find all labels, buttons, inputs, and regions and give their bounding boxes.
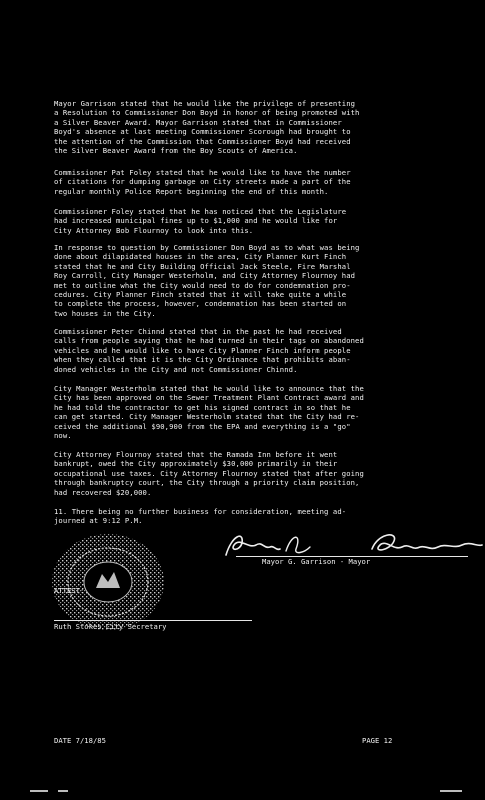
paragraph-garbage-citations: Commissioner Pat Foley stated that he would like to have the number of citations for dumping garbage on City streets made a part of the regular monthly Police Report beginning the end of this month. [54, 168, 351, 196]
paragraph-sewer-contract: City Manager Westerholm stated that he would like to announce that the City has been approved on the Sewer Treatment Plant Contract award and he had told the contractor to get his signed contract in so that he can get started. City Manager Westerholm stated that the City had re- ceived the additional $90,900 from the EPA and everything is a "go" now. [54, 384, 364, 441]
scan-artifact [58, 790, 68, 792]
paragraph-adjournment: 11. There being no further business for consideration, meeting ad- journed at 9:12 P.M. [54, 507, 347, 526]
paragraph-municipal-fines: Commissioner Foley stated that he has noticed that the Legislature had increased municipal fines up to $1,000 and he would like for City Attorney Bob Flournoy to look into this. [54, 207, 347, 235]
attest-label: ATTEST: [54, 586, 85, 595]
mayor-name: Mayor G. Garrison - Mayor [262, 557, 371, 566]
city-secretary-name: Ruth Stokes City Secretary [54, 622, 167, 631]
paragraph-silver-beaver: Mayor Garrison stated that he would like the privilege of presenting a Resolution to Commissioner Don Boyd in honor of being promoted with a Silver Beaver Award. Mayor Garrison stated that in Commissioner Boyd's absence at last meeting Commissioner Scorough had brought to the attention of the Commission that Commissioner Boyd had received the Silver Beaver Award from the Boy Scouts of America. [54, 99, 360, 156]
scan-artifact [30, 790, 48, 792]
paragraph-abandoned-vehicles: Commissioner Peter Chinnd stated that in the past he had received calls from people saying that he had turned in their tags on abandoned vehicles and he would like to have City Planner Finch inform people when they called that it is the City Ordinance that prohibits aban- doned vehicles in the City and not Commissioner Chinnd. [54, 327, 364, 374]
secretary-signature-line [54, 620, 252, 621]
paragraph-ramada-inn: City Attorney Flournoy stated that the Ramada Inn before it went bankrupt, owed the City approximately $30,000 primarily in their occupational use taxes. City Attorney Flournoy stated that after going through bankruptcy court, the City through a priority claim position, had recovered $20,000. [54, 450, 364, 497]
paragraph-dilapidated-houses: In response to question by Commissioner Don Boyd as to what was being done about dilapidated houses in the area, City Planner Kurt Finch stated that he and City Building Official Jack Steele, Fire Marshal Roy Carroll, City Manager Westerholm, and City Attorney Flournoy had met to outline what the City would need to do for condemnation pro- cedures. City Planner Finch stated that it will take quite a while to complete the process, however, condemnation has been started on two houses in the City. [54, 243, 360, 318]
scan-artifact [440, 790, 462, 792]
footer-page-number: PAGE 12 [362, 736, 393, 745]
footer-date: DATE 7/18/85 [54, 736, 106, 745]
city-seal-icon [50, 532, 170, 632]
